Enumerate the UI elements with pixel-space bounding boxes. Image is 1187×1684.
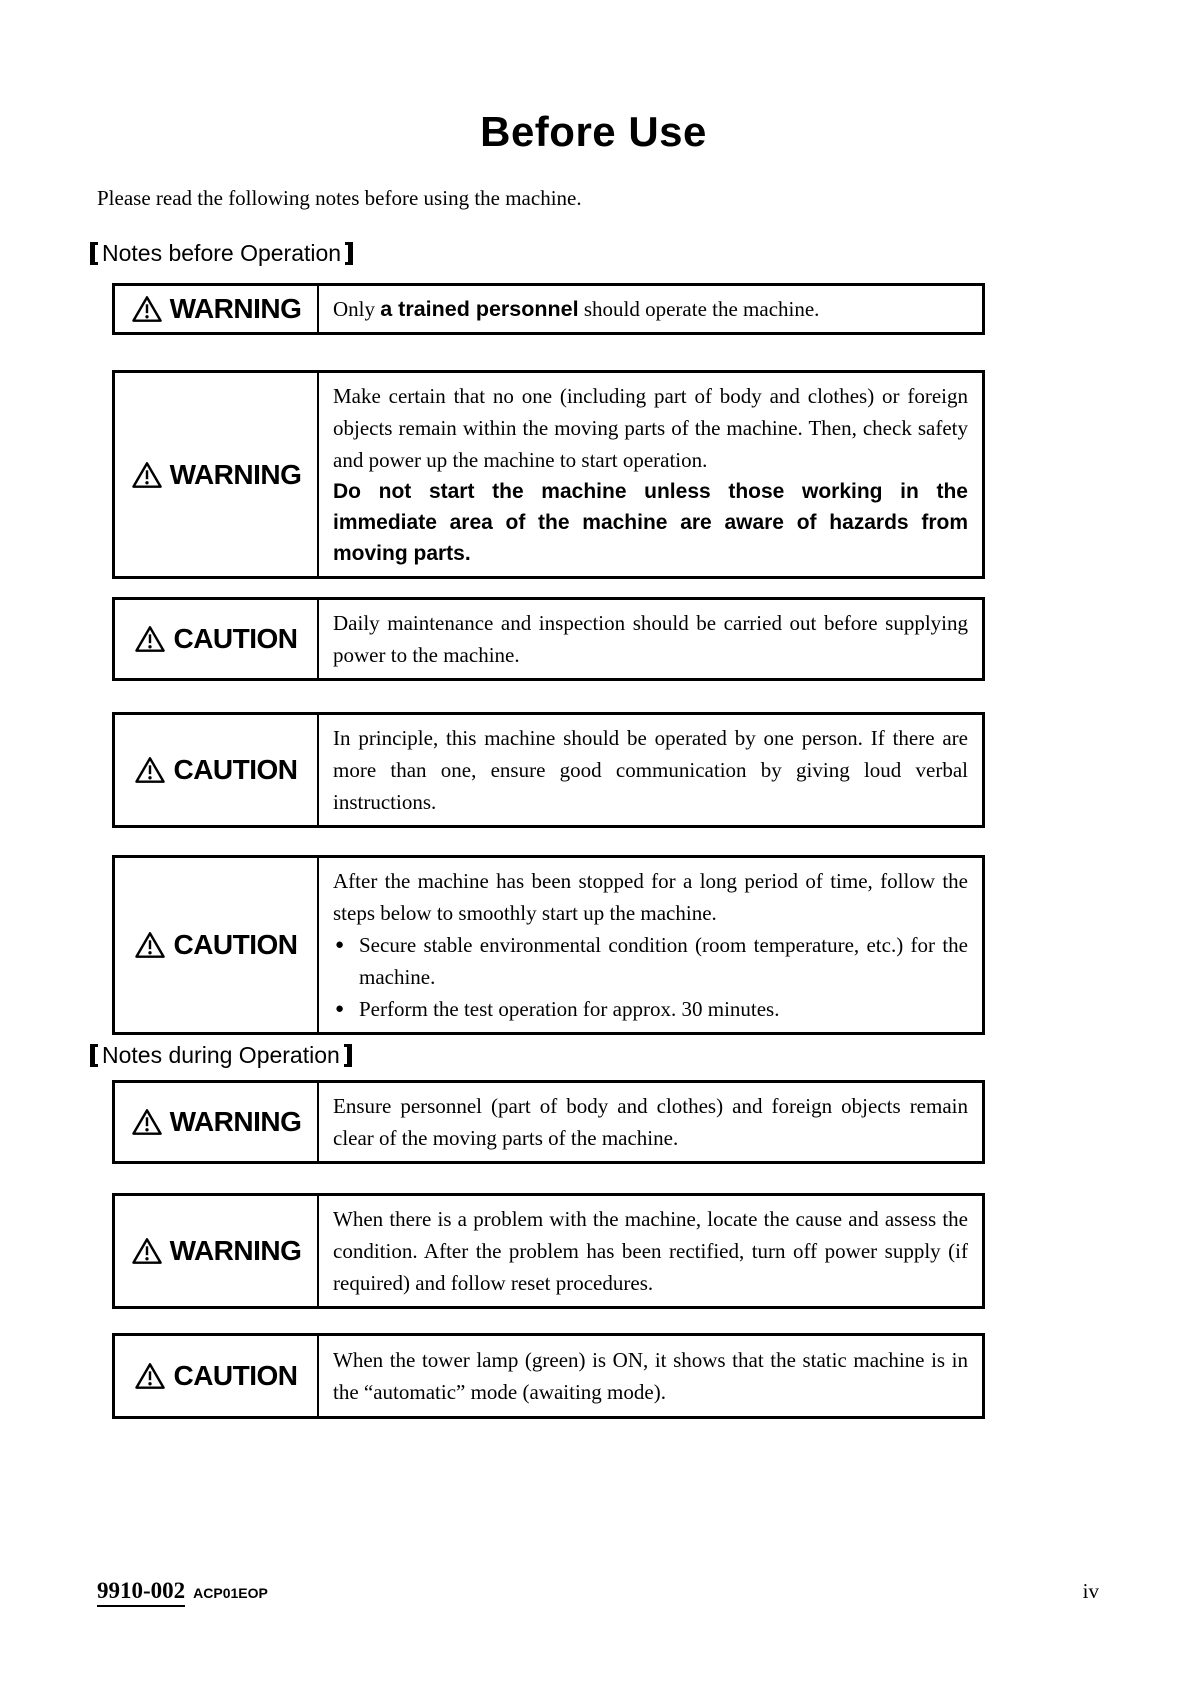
warning-triangle-icon [131, 1237, 163, 1265]
section-heading-text: Notes during Operation [102, 1042, 340, 1068]
caution-label-text: CAUTION [173, 929, 298, 960]
caution-label-text: CAUTION [173, 623, 298, 654]
warning-box-keep-clear [112, 1080, 985, 1164]
warning-label [115, 373, 319, 576]
warning-triangle-icon [131, 295, 163, 323]
notice-paragraph [333, 293, 968, 325]
text-run: Only [333, 297, 381, 321]
warning-triangle-icon [134, 1362, 166, 1390]
page-title: Before Use [480, 108, 707, 155]
caution-box-startup-after-stop [112, 855, 985, 1035]
warning-label [115, 1083, 319, 1161]
list-item: ● Secure stable environmental condition (room temperature, etc.) for the machine. [333, 929, 968, 993]
notice-text [319, 858, 982, 1032]
notice-paragraph: When the tower lamp (green) is ON, it shows that the static machine is in the “automatic” mode (awaiting mode). [333, 1348, 968, 1404]
warning-triangle-icon [131, 461, 163, 489]
notice-text [319, 1336, 982, 1416]
caution-label [115, 1336, 319, 1416]
notice-paragraph: After the machine has been stopped for a long period of time, follow the steps below to smoothly start up the machine. [333, 869, 968, 925]
notice-text [319, 286, 982, 332]
warning-label [115, 1196, 319, 1306]
section-heading-notes-before-operation [90, 240, 353, 267]
text-run: should operate the machine. [578, 297, 820, 321]
warning-box-problem-handling [112, 1193, 985, 1309]
lenticular-bracket-open-icon [90, 242, 98, 265]
notice-paragraph: Daily maintenance and inspection should be carried out before supplying power to the machine. [333, 611, 968, 667]
startup-steps-list [333, 929, 968, 1025]
notice-text [319, 715, 982, 825]
caution-label [115, 715, 319, 825]
document-number: 9910-002 [97, 1578, 185, 1607]
warning-triangle-icon [134, 756, 166, 784]
notice-paragraph: When there is a problem with the machine, locate the cause and assess the condition. After the problem has been rectified, turn off power supply (if required) and follow reset procedures. [333, 1207, 968, 1295]
caution-label-text: CAUTION [173, 754, 298, 785]
warning-triangle-icon [134, 931, 166, 959]
intro-text: Please read the following notes before using the machine. [97, 186, 582, 210]
lenticular-bracket-close-icon [345, 242, 353, 265]
warning-box-trained-personnel [112, 283, 985, 335]
document-code: ACP01EOP [193, 1585, 268, 1601]
caution-box-tower-lamp [112, 1333, 985, 1419]
page-footer [97, 1578, 1099, 1607]
emphasis-text: a trained personnel [380, 297, 579, 321]
notice-paragraph-bold: Do not start the machine unless those working in the immediate area of the machine are aware of hazards from moving parts. [333, 480, 968, 565]
warning-label [115, 286, 319, 332]
warning-label-text: WARNING [169, 293, 302, 324]
caution-label [115, 600, 319, 678]
notice-paragraph: Make certain that no one (including part of body and clothes) or foreign objects remain within the moving parts of the machine. Then, check safety and power up the machine to start operation. [333, 384, 968, 472]
list-item: ● Perform the test operation for approx. 30 minutes. [333, 993, 968, 1025]
warning-label-text: WARNING [169, 1235, 302, 1266]
warning-box-moving-parts-startup [112, 370, 985, 579]
page-number: iv [1082, 1579, 1099, 1603]
warning-triangle-icon [134, 625, 166, 653]
notice-text [319, 373, 982, 576]
notice-paragraph: In principle, this machine should be operated by one person. If there are more than one, ensure good communication by giving loud verbal instructions. [333, 726, 968, 814]
notice-text [319, 1196, 982, 1306]
caution-label [115, 858, 319, 1032]
section-heading-text: Notes before Operation [102, 240, 342, 266]
document-id [97, 1578, 268, 1607]
warning-triangle-icon [131, 1108, 163, 1136]
warning-label-text: WARNING [169, 1106, 302, 1137]
caution-box-one-person [112, 712, 985, 828]
caution-box-daily-maintenance [112, 597, 985, 681]
caution-label-text: CAUTION [173, 1360, 298, 1391]
notice-paragraph: Ensure personnel (part of body and clothes) and foreign objects remain clear of the moving parts of the machine. [333, 1094, 968, 1150]
notice-text [319, 1083, 982, 1161]
lenticular-bracket-close-icon [344, 1044, 352, 1067]
warning-label-text: WARNING [169, 458, 302, 490]
lenticular-bracket-open-icon [90, 1044, 98, 1067]
section-heading-notes-during-operation [90, 1042, 352, 1069]
notice-text [319, 600, 982, 678]
